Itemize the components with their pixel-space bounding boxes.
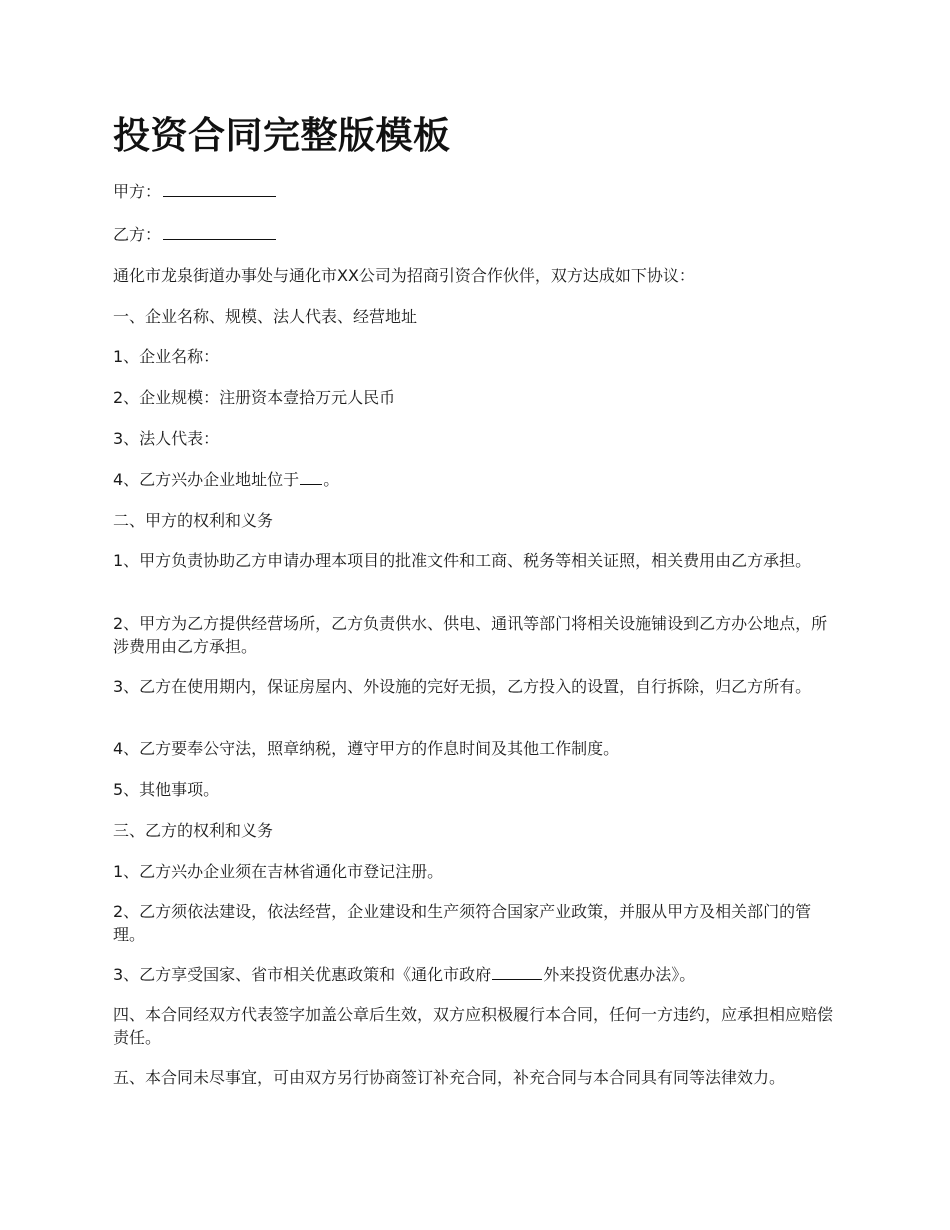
document-title: 投资合同完整版模板 (113, 114, 451, 157)
party-a-line (113, 180, 843, 203)
party-b-line (113, 223, 843, 246)
party-b-label: 乙方： (113, 225, 162, 244)
section5-paragraph: 五、本合同未尽事宜，可由双方另行协商签订补充合同，补充合同与本合同具有同等法律效力。 (113, 1068, 786, 1087)
section3-item-2: 2、乙方须依法建设，依法经营，企业建设和生产须符合国家产业政策，并服从甲方及相关部门的管理。 (113, 902, 812, 944)
section3-heading: 三、乙方的权利和义务 (113, 821, 274, 840)
intro-paragraph: 通化市龙泉街道办事处与通化市XX公司为招商引资合作伙伴，双方达成如下协议： (113, 266, 695, 285)
section3-item-3-prefix: 3、乙方享受国家、省市相关优惠政策和《通化市政府 (113, 965, 492, 984)
section3-item-1: 1、乙方兴办企业须在吉林省通化市登记注册。 (113, 862, 444, 881)
section1-item-2: 2、企业规模：注册资本壹拾万元人民币 (113, 388, 396, 407)
party-a-label: 甲方： (113, 182, 162, 201)
section1-item-1: 1、企业名称： (113, 347, 220, 366)
section1-item-4 (113, 468, 843, 491)
policy-blank (492, 963, 542, 980)
address-blank (300, 468, 322, 485)
section1-item-3: 3、法人代表： (113, 429, 220, 448)
section1-heading: 一、企业名称、规模、法人代表、经营地址 (113, 307, 418, 326)
section3-item-3-suffix: 外来投资优惠办法》。 (543, 965, 696, 984)
section1-item-4-prefix: 4、乙方兴办企业地址位于 (113, 470, 300, 489)
section2-item-2: 2、甲方为乙方提供经营场所，乙方负责供水、供电、通讯等部门将相关设施铺设到乙方办公地点，所涉费用由乙方承担。 (113, 614, 828, 656)
section1-item-4-suffix: 。 (323, 470, 340, 489)
section2-item-3: 3、乙方在使用期内，保证房屋内、外设施的完好无损，乙方投入的设置，自行拆除，归乙方所有。 (113, 677, 812, 696)
party-a-blank (163, 180, 276, 197)
section2-heading: 二、甲方的权利和义务 (113, 511, 274, 530)
section3-item-3 (113, 963, 843, 986)
section4-paragraph: 四、本合同经双方代表签字加盖公章后生效，双方应积极履行本合同，任何一方违约，应承担相应赔偿责任。 (113, 1005, 834, 1047)
section2-item-5: 5、其他事项。 (113, 780, 220, 799)
section2-item-4: 4、乙方要奉公守法，照章纳税，遵守甲方的作息时间及其他工作制度。 (113, 739, 620, 758)
party-b-blank (163, 223, 276, 240)
section2-item-1: 1、甲方负责协助乙方申请办理本项目的批准文件和工商、税务等相关证照，相关费用由乙方承担。 (113, 551, 812, 570)
